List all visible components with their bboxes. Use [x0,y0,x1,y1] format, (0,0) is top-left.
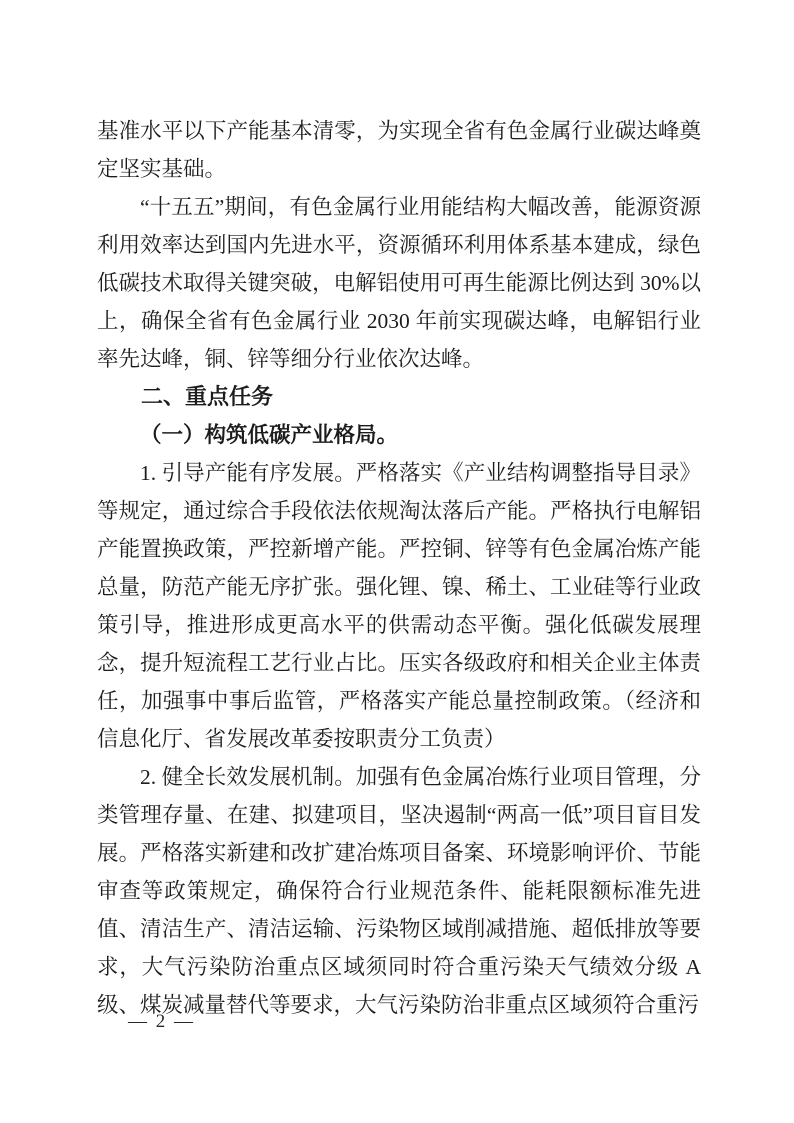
document-body [97,112,701,1024]
paragraph-task-2: 2. 健全长效发展机制。加强有色金属冶炼行业项目管理，分类管理存量、在建、拟建项目，坚决遏制“两高一低”项目盲目发展。严格落实新建和改扩建冶炼项目备案、环境影响评价、节能审查等政策规定，确保符合行业规范条件、能耗限额标准先进值、清洁生产、清洁运输、污染物区域削减措施、超低排放等要求，大气污染防治重点区域须同时符合重污染天气绩效分级 A 级、煤炭减量替代等要求，大气污染防治非重点区域须符合重污 [97,765,701,1017]
page-number: — 2 — [128,1011,195,1032]
subsection-heading: （一）构筑低碳产业格局。 [140,423,399,447]
section-heading: 二、重点任务 [141,384,274,409]
paragraph-outlook: “十五五”期间，有色金属行业用能结构大幅改善，能源资源利用效率达到国内先进水平，资源循环利用体系基本建成，绿色低碳技术取得关键突破，电解铝使用可再生能源比例达到 30%以上，确保全省有色金属行业 2030 年前实现碳达峰，电解铝行业率先达峰，铜、锌等细分行业依次达峰。 [97,195,701,371]
paragraph-continuation: 基准水平以下产能基本清零，为实现全省有色金属行业碳达峰奠定坚实基础。 [97,119,701,181]
paragraph-task-1: 1. 引导产能有序发展。严格落实《产业结构调整指导目录》等规定，通过综合手段依法依规淘汰落后产能。严格执行电解铝产能置换政策，严控新增产能。严控铜、锌等有色金属冶炼产能总量，防范产能无序扩张。强化锂、镍、稀土、工业硅等行业政策引导，推进形成更高水平的供需动态平衡。强化低碳发展理念，提升短流程工艺行业占比。压实各级政府和相关企业主体责任，加强事中事后监管，严格落实产能总量控制政策。（经济和信息化厅、省发展改革委按职责分工负责） [97,461,701,751]
